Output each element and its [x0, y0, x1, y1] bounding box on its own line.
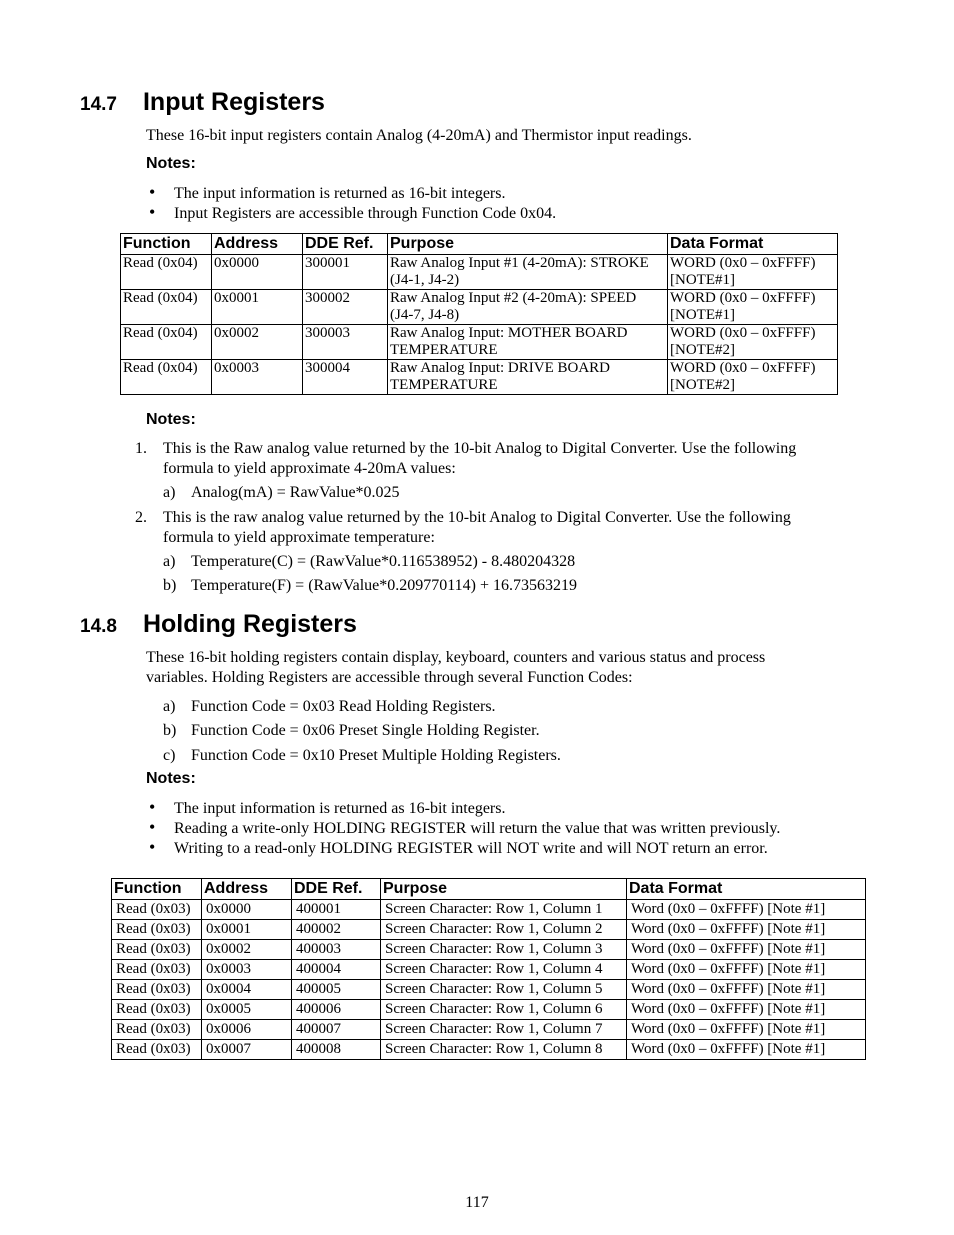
cell-data-format: Word (0x0 – 0xFFFF) [Note #1]: [627, 960, 866, 980]
column-header: Function: [112, 879, 202, 900]
column-header: DDE Ref.: [292, 879, 381, 900]
table-row: [112, 1040, 866, 1060]
cell-dde-ref: 400004: [292, 960, 381, 980]
cell-address: 0x0001: [212, 290, 303, 325]
note-line: formula to yield approximate temperature:: [163, 529, 435, 546]
cell-dde-ref: 300003: [303, 325, 388, 360]
cell-purpose: Screen Character: Row 1, Column 3: [381, 940, 627, 960]
cell-purpose: Screen Character: Row 1, Column 1: [381, 900, 627, 920]
column-header: Data Format: [668, 234, 838, 255]
cell-data-format: Word (0x0 – 0xFFFF) [Note #1]: [627, 1020, 866, 1040]
cell-dde-ref: 400007: [292, 1020, 381, 1040]
cell-address: 0x0003: [202, 960, 292, 980]
table-row: [121, 360, 838, 395]
bullet-icon: •: [149, 797, 156, 817]
table-header-row: [121, 234, 838, 255]
cell-purpose: Screen Character: Row 1, Column 6: [381, 1000, 627, 1020]
list-item: • Input Registers are accessible through Function Code 0x04.: [149, 202, 557, 222]
cell-function: Read (0x03): [112, 1040, 202, 1060]
list-number: 2.: [135, 509, 147, 526]
table-row: [112, 980, 866, 1000]
table-row: [112, 940, 866, 960]
formula-text: Analog(mA) = RawValue*0.025: [191, 484, 400, 501]
table-row: [112, 1020, 866, 1040]
cell-data-format: Word (0x0 – 0xFFFF) [Note #1]: [627, 1000, 866, 1020]
table-header-row: [112, 879, 866, 900]
table-row: [112, 1000, 866, 1020]
column-header: Purpose: [381, 879, 627, 900]
table-row: [121, 290, 838, 325]
notes-label: Notes:: [146, 155, 196, 172]
table-row: [121, 255, 838, 290]
cell-function: Read (0x03): [112, 980, 202, 1000]
section-heading-14-8: [80, 610, 357, 639]
section-number: 14.7: [80, 94, 117, 115]
cell-dde-ref: 300004: [303, 360, 388, 395]
cell-dde-ref: 400008: [292, 1040, 381, 1060]
cell-purpose: Screen Character: Row 1, Column 5: [381, 980, 627, 1000]
table-row: [112, 920, 866, 940]
cell-data-format: Word (0x0 – 0xFFFF) [Note #1]: [627, 940, 866, 960]
column-header: Data Format: [627, 879, 866, 900]
cell-address: 0x0007: [202, 1040, 292, 1060]
sub-label: c): [163, 747, 176, 764]
list-item: • Writing to a read-only HOLDING REGISTER will NOT write and will NOT return an error.: [149, 837, 768, 857]
cell-address: 0x0005: [202, 1000, 292, 1020]
cell-function: Read (0x04): [121, 290, 212, 325]
cell-function: Read (0x04): [121, 360, 212, 395]
cell-dde-ref: 300001: [303, 255, 388, 290]
cell-purpose: Screen Character: Row 1, Column 7: [381, 1020, 627, 1040]
cell-function: Read (0x03): [112, 960, 202, 980]
note-line: formula to yield approximate 4-20mA values:: [163, 460, 456, 477]
column-header: Address: [212, 234, 303, 255]
list-item: • Reading a write-only HOLDING REGISTER will return the value that was written previously.: [149, 817, 781, 837]
table-row: [112, 900, 866, 920]
bullet-icon: •: [149, 817, 156, 837]
cell-data-format: Word (0x0 – 0xFFFF) [Note #1]: [627, 900, 866, 920]
bullet-icon: •: [149, 182, 156, 202]
function-code-item: Function Code = 0x03 Read Holding Registers.: [191, 698, 496, 715]
input-registers-table: [120, 233, 838, 395]
cell-dde-ref: 400003: [292, 940, 381, 960]
sub-label: a): [163, 698, 176, 715]
bullet-icon: •: [149, 202, 156, 222]
cell-function: Read (0x04): [121, 255, 212, 290]
cell-address: 0x0002: [202, 940, 292, 960]
notes-label: Notes:: [146, 770, 196, 787]
cell-function: Read (0x03): [112, 900, 202, 920]
table-row: [112, 960, 866, 980]
column-header: Function: [121, 234, 212, 255]
formula-text: Temperature(F) = (RawValue*0.209770114) + 16.73563219: [191, 577, 578, 594]
sub-label: a): [163, 484, 176, 501]
section-number: 14.8: [80, 616, 117, 637]
cell-purpose: Raw Analog Input #2 (4-20mA): SPEED (J4-7, J4-8): [388, 290, 668, 325]
cell-purpose: Raw Analog Input: MOTHER BOARD TEMPERATURE: [388, 325, 668, 360]
function-code-item: Function Code = 0x10 Preset Multiple Holding Registers.: [191, 747, 561, 764]
cell-address: 0x0002: [212, 325, 303, 360]
formula-text: Temperature(C) = (RawValue*0.116538952) - 8.480204328: [191, 553, 576, 570]
cell-data-format: WORD (0x0 – 0xFFFF) [NOTE#1]: [668, 290, 838, 325]
cell-data-format: Word (0x0 – 0xFFFF) [Note #1]: [627, 1040, 866, 1060]
notes-label: Notes:: [146, 411, 196, 428]
section-heading-14-7: [80, 88, 325, 117]
cell-function: Read (0x03): [112, 940, 202, 960]
cell-dde-ref: 300002: [303, 290, 388, 325]
cell-dde-ref: 400001: [292, 900, 381, 920]
cell-data-format: Word (0x0 – 0xFFFF) [Note #1]: [627, 980, 866, 1000]
cell-data-format: WORD (0x0 – 0xFFFF) [NOTE#2]: [668, 360, 838, 395]
cell-dde-ref: 400006: [292, 1000, 381, 1020]
sub-label: b): [163, 577, 177, 594]
list-number: 1.: [135, 440, 147, 457]
list-item: • The input information is returned as 16-bit integers.: [149, 182, 506, 202]
cell-purpose: Screen Character: Row 1, Column 8: [381, 1040, 627, 1060]
cell-data-format: WORD (0x0 – 0xFFFF) [NOTE#2]: [668, 325, 838, 360]
holding-registers-table: [111, 878, 866, 1060]
notes-bullet-list: [146, 184, 556, 224]
cell-data-format: WORD (0x0 – 0xFFFF) [NOTE#1]: [668, 255, 838, 290]
section-title: Input Registers: [142, 88, 325, 116]
column-header: DDE Ref.: [303, 234, 388, 255]
function-code-item: Function Code = 0x06 Preset Single Holding Register.: [191, 722, 540, 739]
cell-function: Read (0x03): [112, 1000, 202, 1020]
cell-address: 0x0004: [202, 980, 292, 1000]
column-header: Address: [202, 879, 292, 900]
column-header: Purpose: [388, 234, 668, 255]
sub-label: a): [163, 553, 176, 570]
section-intro-line: variables. Holding Registers are accessible through several Function Codes:: [146, 669, 633, 686]
sub-label: b): [163, 722, 177, 739]
bullet-icon: •: [149, 837, 156, 857]
section-title: Holding Registers: [142, 610, 357, 638]
cell-function: Read (0x03): [112, 920, 202, 940]
cell-dde-ref: 400005: [292, 980, 381, 1000]
cell-address: 0x0000: [212, 255, 303, 290]
cell-address: 0x0001: [202, 920, 292, 940]
cell-function: Read (0x03): [112, 1020, 202, 1040]
cell-purpose: Raw Analog Input: DRIVE BOARD TEMPERATURE: [388, 360, 668, 395]
cell-data-format: Word (0x0 – 0xFFFF) [Note #1]: [627, 920, 866, 940]
cell-purpose: Screen Character: Row 1, Column 2: [381, 920, 627, 940]
section-intro: These 16-bit input registers contain Analog (4-20mA) and Thermistor input readings.: [146, 127, 692, 144]
cell-address: 0x0003: [212, 360, 303, 395]
note-line: This is the Raw analog value returned by the 10-bit Analog to Digital Converter. Use the following: [163, 440, 797, 457]
section-intro-line: These 16-bit holding registers contain display, keyboard, counters and various status and process: [146, 649, 766, 666]
list-item: • The input information is returned as 16-bit integers.: [149, 797, 506, 817]
note-line: This is the raw analog value returned by the 10-bit Analog to Digital Converter. Use the following: [163, 509, 791, 526]
cell-purpose: Raw Analog Input #1 (4-20mA): STROKE (J4-1, J4-2): [388, 255, 668, 290]
cell-address: 0x0006: [202, 1020, 292, 1040]
cell-dde-ref: 400002: [292, 920, 381, 940]
cell-function: Read (0x04): [121, 325, 212, 360]
table-row: [121, 325, 838, 360]
cell-address: 0x0000: [202, 900, 292, 920]
cell-purpose: Screen Character: Row 1, Column 4: [381, 960, 627, 980]
notes-bullet-list: [146, 799, 780, 859]
page-number: 117: [465, 1194, 489, 1211]
